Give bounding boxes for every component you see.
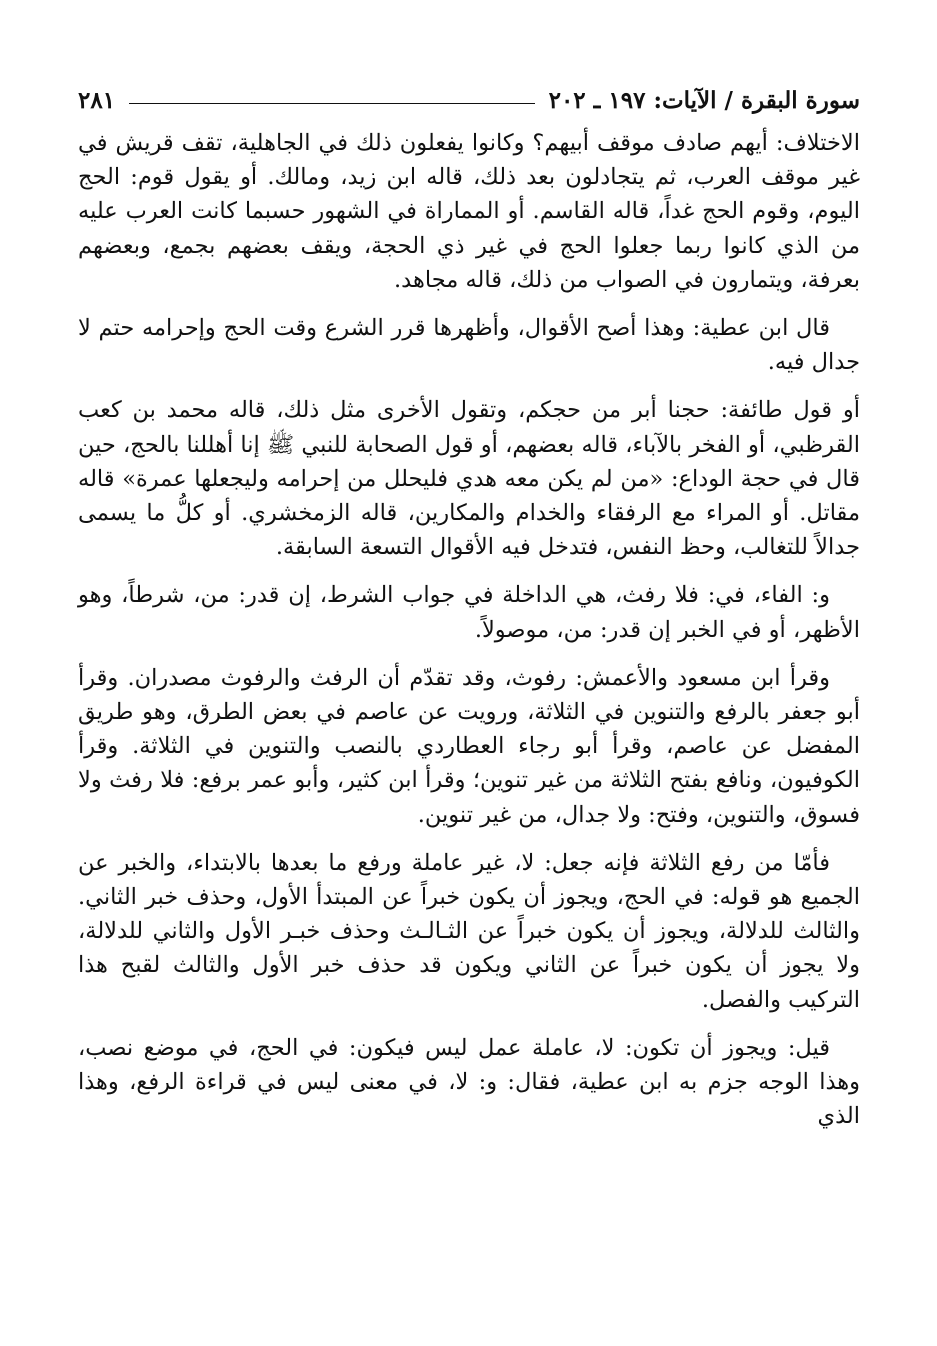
header-rule bbox=[129, 103, 535, 104]
running-title: سورة البقرة / الآيات: ١٩٧ ـ ٢٠٢ bbox=[548, 86, 860, 114]
paragraph: الاختلاف: أيهم صادف موقف أبيهم؟ وكانوا يفعلون ذلك في الجاهلية، تقف قريش في غير موقف العرب، ثم يتجادلون بعد ذلك، قاله ابن زيد، ومالك. أو يقول قوم: الحج اليوم، وقوم الحج غداً، قاله القاسم. أو المماراة في الشهور حسبما كانت العرب عليه من الذي كانوا ربما جعلوا الحج في غير ذي الحجة، ويقف بعضهم بجمع، وبعضهم بعرفة، ويتمارون في الصواب من ذلك، قاله مجاهد. bbox=[78, 130, 860, 293]
page-number: ٢٨١ bbox=[78, 86, 116, 114]
paragraph: فأمّا من رفع الثلاثة فإنه جعل: لا، غير عاملة ورفع ما بعدها بالابتداء، والخبر عن الجميع هو قوله: في الحج، ويجوز أن يكون خبراً عن المبتدأ الأول، وحذف خبر الثاني. والثالث للدلالة، ويجوز أن يكون خبراً عن الثـالـث وحذف خبـر الأول والثاني للدلالة، ولا يجوز أن يكون خبراً عن الثاني ويكون قد حذف خبر الأول والثالث لقبح هذا التركيب والفصل. bbox=[78, 849, 860, 1013]
paragraph: وقرأ ابن مسعود والأعمش: رفوث، وقد تقدّم أن الرفث والرفوث مصدران. وقرأ أبو جعفر بالرفع والتنوين في الثلاثة، ورويت عن عاصم في بعض الطرق، وهو طريق المفضل عن عاصم، وقرأ أبو رجاء العطاردي بالنصب والتنوين في الثلاثة. وقرأ الكوفيون، ونافع بفتح الثلاثة من غير تنوين؛ وقرأ ابن كثير، وأبو عمر برفع: فلا رفث ولا فسوق، والتنوين، وفتح: ولا جدال، من غير تنوين. bbox=[78, 664, 860, 828]
page-header bbox=[78, 80, 860, 120]
body-text bbox=[78, 126, 860, 1147]
paragraph: قيل: ويجوز أن تكون: لا، عاملة عمل ليس فيكون: في الحج، في موضع نصب، وهذا الوجه جزم به ابن عطية، فقال: و: لا، في معنى ليس في قراءة الرفع، وهذا الذي bbox=[78, 1034, 860, 1130]
paragraph: أو قول طائفة: حجنا أبر من حجكم، وتقول الأخرى مثل ذلك، قاله محمد بن كعب القرظبي، أو الفخر بالآباء، قاله بعضهم، أو قول الصحابة للنبي ﷺ إنا أهللنا بالحج، حين قال في حجة الوداع: «من لم يكن معه هدي فليحلل من إحرامه وليجعلها عمرة» قاله مقاتل. أو المراء مع الرفقاء والخدام والمكارين، قاله الزمخشري. أو كلُّ ما يسمى جدالاً للتغالب، وحظ النفس، فتدخل فيه الأقوال التسعة السابقة. bbox=[78, 397, 860, 561]
paragraph: قال ابن عطية: وهذا أصح الأقوال، وأظهرها قرر الشرع وقت الحج وإحرامه حتم لا جدال فيه. bbox=[78, 315, 860, 376]
paragraph: و: الفاء، في: فلا رفث، هي الداخلة في جواب الشرط، إن قدر: من، شرطاً، وهو الأظهر، أو في الخبر إن قدر: من، موصولاً. bbox=[78, 582, 860, 643]
